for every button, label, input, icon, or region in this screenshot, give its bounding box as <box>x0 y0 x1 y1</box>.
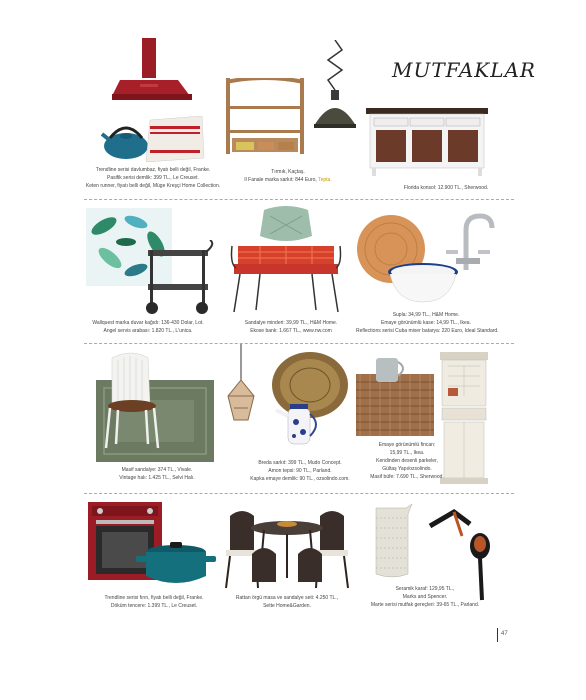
serving-trolley-photo <box>140 240 216 316</box>
cast-iron-pot-photo <box>136 538 216 590</box>
rug-and-chair-photo <box>92 352 218 464</box>
towel-photo <box>144 116 206 162</box>
caption-r4c1: Trendline serisi fırın, fiyatı belli değil, Franke. Döküm tencere: 1.399 TL., Le Creuset. <box>104 595 204 609</box>
caption-r4c3: Seramik karaf: 129,95 TL., Marks and Spencer. Marte serisi mutfak gereçleri: 39-65 TL., Parland. <box>370 586 480 608</box>
cup-and-parquet-photo <box>356 354 434 436</box>
ceramic-carafe-photo <box>368 504 416 580</box>
caption-r2c2: Sandalye minderi: 39,99 TL., H&M Home. Ekose bank: 1.667 TL., www.nw.com <box>244 320 338 334</box>
section-divider <box>84 493 514 494</box>
bench-with-cushion-photo <box>230 206 342 314</box>
hanging-lantern-photo <box>224 344 258 426</box>
caption-r1c2: Tırmık, Kaçtaş. Il Fanale marka sarkıt: 844 Euro, Tepta. <box>244 169 332 183</box>
caption-r3c3: Emaye görünümlü fincan: 15,99 TL., Ikea. Kendinden desenli parkeler, Gültaş Yapı/ozsolindo. Masif büfe: 7.690 TL., Sherwood. <box>370 442 444 480</box>
caption-r3c1: Masif sandalye: 374 TL., Vivale. Vintage halı: 1.425 TL., Selvi Halı. <box>119 467 195 481</box>
rattan-table-set-photo <box>224 506 350 590</box>
caption-r3c2: Breda sarkıt: 399 TL., Mudo Concept. Amon tepsi: 90 TL., Parland. Kapka emaye demlik: 90 TL., ozsolindo.com. <box>250 460 350 482</box>
wall-shelf-photo <box>226 78 304 156</box>
caption-r4c2: Rattan örgü masa ve sandalye seti: 4.250 TL., Sette Home&Garden. <box>235 595 339 609</box>
enamel-teapot-photo <box>274 394 324 450</box>
range-hood-photo <box>110 38 194 104</box>
caption-r2c3: Supla: 34,99 TL., H&M Home. Emaye görünümlü kase: 14,99 TL., Ikea. Reflections serisi Cuba mixer batarya: 220 Euro, Ideal Standard. <box>356 312 499 334</box>
caption-r1c3: Florida konsol: 12.900 TL., Sherwood. <box>403 185 489 191</box>
caption-r1c1: Trendline serisi davlumbaz, fiyatı belli değil, Franke. Pasifik serisi demlik: 399 TL., Le Creuset. Keten runner, fiyatı belli değil, Müge Kreşçi Home Collection. <box>85 167 221 189</box>
console-photo <box>366 108 488 176</box>
faucet-photo <box>440 210 502 272</box>
page-number-rule <box>497 628 498 642</box>
caption-r2c1: Wallquest marka duvar kağıdı: 136-430 Dolar, Lot. Angel servis arabası: 1.820 TL., L'unica. <box>92 320 204 334</box>
section-divider <box>84 199 514 200</box>
section-divider <box>84 343 514 344</box>
page-title: MUTFAKLAR <box>392 58 536 82</box>
pendant-lamp-photo <box>310 40 360 132</box>
page-number: 47 <box>501 631 508 637</box>
